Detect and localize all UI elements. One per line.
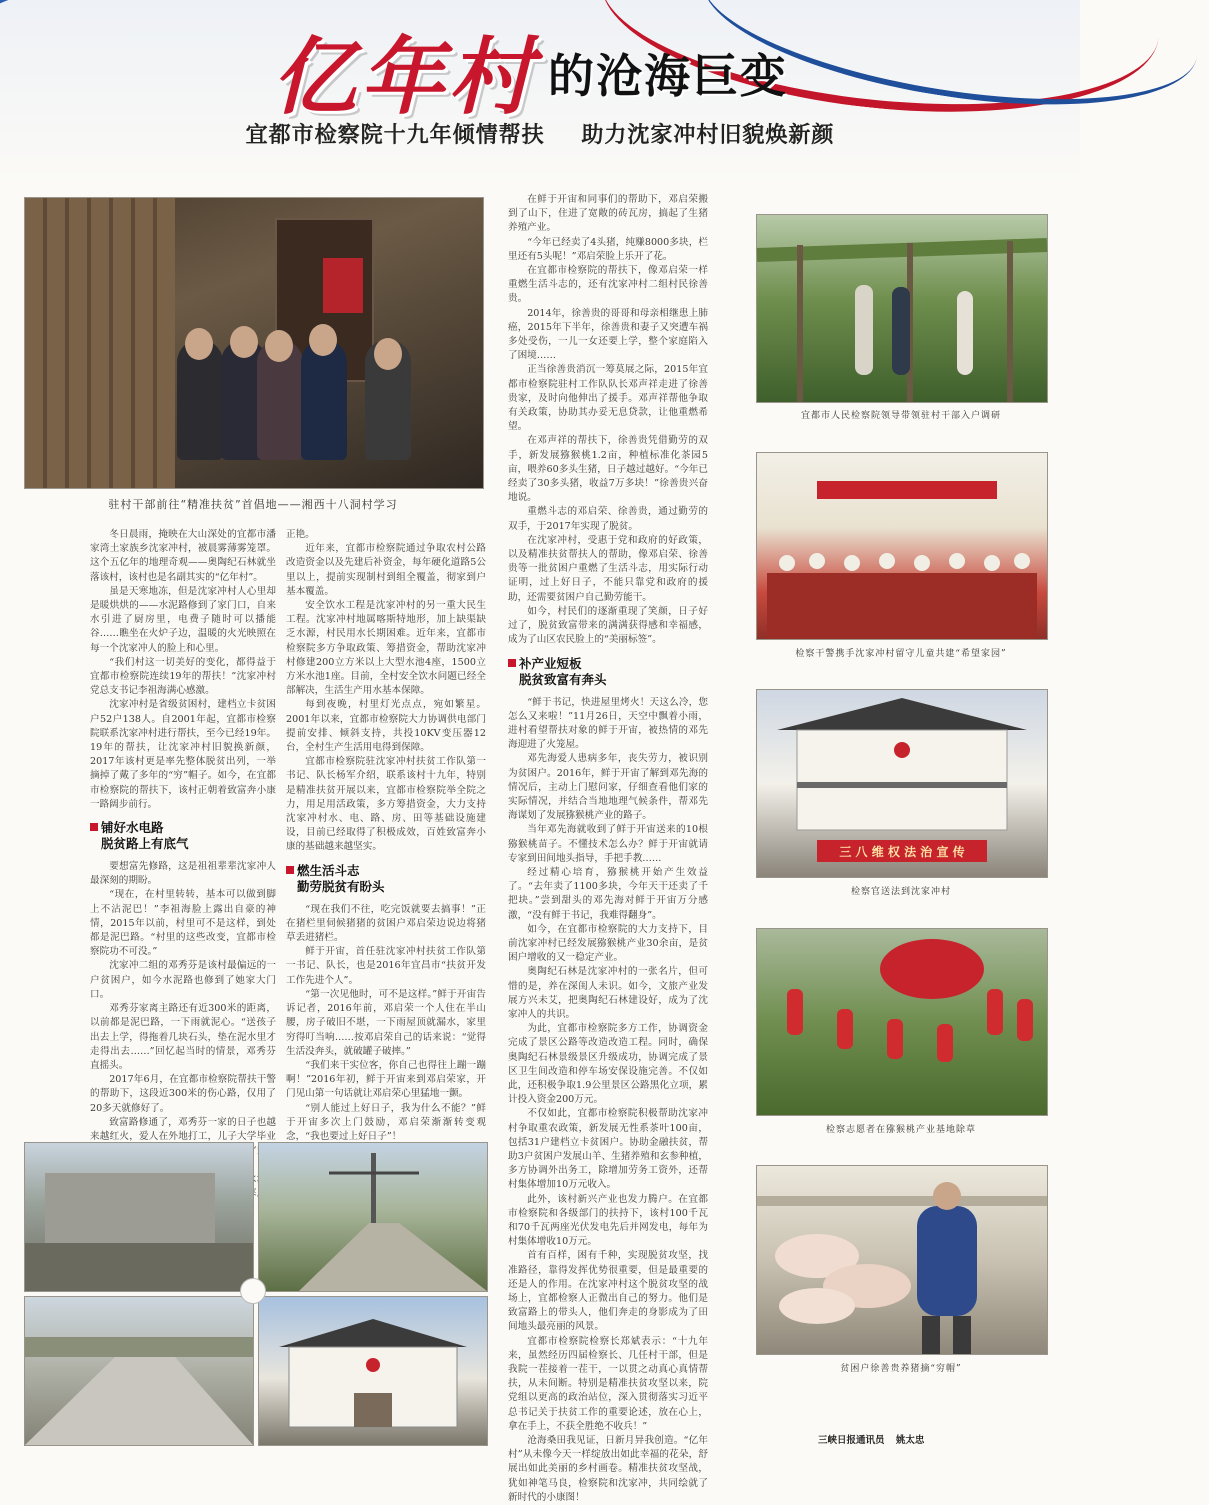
paragraph: 在邓声祥的帮扶下，徐善贵凭借勤劳的双手，新发展猕猴桃1.2亩，种植标准化茶园5亩，喂养60多头生猪，日子越过越好。“今年已经卖了30多头猪，收益7万多块！”徐善贵兴奋地说。 <box>508 435 708 504</box>
paragraph: 当年邓先海就收到了鲜于开宙送来的10根猕猴桃苗子。不懂技术怎么办？鲜于开宙就请专家到田间地头指导，手把手教…… <box>508 824 708 864</box>
main-photo <box>24 197 484 489</box>
photo-caption: 检察官送法到沈家冲村 <box>850 887 951 897</box>
paragraph: 沧海桑田我见证，日新月异我创造。“亿年村”从未像今天一样绽放出如此幸福的花朵，舒展出如此美丽的乡村画卷。精准扶贫攻坚战，犹如神笔马良，检察院和沈家冲，共同绘就了新时代的小康图！ <box>508 1435 708 1503</box>
subheadline-part-b: 助力沈家冲村旧貌焕新颜 <box>581 122 835 148</box>
headline-text: 的沧海巨变 <box>548 49 788 103</box>
subheadline <box>0 118 1080 149</box>
paragraph: “别人能过上好日子，我为什么不能？”鲜于开宙多次上门鼓励，邓启荣渐渐转变观念，“我也要过上好日子”！ <box>286 1102 486 1142</box>
paragraph: 虽是天寒地冻，但是沈家冲村人心里却是暖烘烘的——水泥路修到了家门口，自来水引进了厨房里，电费子随时可以播能谷……瞧坐在火炉子边，温暖的火光映照在每一个沈家冲人的脸上和心里。 <box>90 585 276 654</box>
section-heading-line-2: 脱贫致富有奔头 <box>519 671 607 687</box>
section-heading-line-2: 勤劳脱贫有盼头 <box>297 878 385 894</box>
article-column-3 <box>508 193 708 1503</box>
photo-water-tank <box>24 1142 254 1292</box>
paragraph: 近年来，宜都市检察院通过争取农村公路改造资金以及先建后补资金，每年硬化道路5公里以上，提前实现制村到组全覆盖，彻家到户基本覆盖。 <box>286 543 486 597</box>
paragraph: 致富路修通了，邓秀芬一家的日子也越来越红火，爱人在外地打工，儿子大学毕业 <box>90 1116 276 1142</box>
photo-pig-farming <box>756 1165 1048 1355</box>
paragraph: “现在我们不往，吃完饭就要去搞事！”正在猪栏里伺候猪猪的贫困户邓启荣边说边将猪草丢进猪栏。 <box>286 903 486 944</box>
paragraph: 首有百样，困有千种，实现脱贫攻坚，找准路径，靠得发挥优势很重要，但是最重要的还是人的作用。在沈家冲村这个脱贫攻坚的战场上，宜都检察人正微出自己的努力。他们是致富路上的带头人，他们奔走的身影成为了田间地头最亮丽的风景。 <box>508 1250 708 1333</box>
paragraph: 宜都市检察院驻沈家冲村扶贫工作队第一书记、队长杨军介绍，联系该村十九年，特别是精准扶贫开展以来，宜都市检察院举全院之力，用足用活政策，多方筹措资金，大力支持沈家冲村水、电、路、房、田等基础设施建设，目前已经取得了积极成效，百姓致富奔小康的基础越来越坚实。 <box>286 756 486 853</box>
byline <box>818 1432 932 1446</box>
paragraph: 邓秀芬家离主路还有近300米的距离，以前都是泥巴路，一下雨就泥心。“送孩子出去上学，得拖着几块石头，垫在泥水里才走得出去……”回忆起当时的情景，邓秀芬直摇头。 <box>90 1003 276 1071</box>
headline-calligraphy: 亿年村 <box>272 27 537 126</box>
photo-caption: 检察志愿者在猕猴桃产业基地除草 <box>825 1125 976 1135</box>
paragraph: 在宜都市检察院的帮扶下，像邓启荣一样重燃生活斗志的，还有沈家冲村二组村民徐善贵。 <box>508 265 708 305</box>
paragraph: 为此，宜都市检察院多方工作，协调资金完成了景区公路等改造改造工程。同时，确保奥陶纪石林景级景区升级成功，协调完成了景区卫生间改造和停车场安保设施完善。不仅如此，还积极争取1.9公里景区公路黑化立项，累计投入资金200万元。 <box>508 1023 708 1106</box>
paragraph: 此外，该村新兴产业也发力腾户。在宜都市检察院和各级部门的扶持下，该村100千瓦和70千瓦两座光伏发电先后并网发电，每年为村集体增收10万元。 <box>508 1193 708 1248</box>
paragraph: 如今，村民们的逐渐重现了笑颜，日子好过了，脱贫致富带来的满满获得感和幸福感，成为了山区农民脸上的“美丽标签”。 <box>508 605 708 646</box>
masthead <box>0 0 1080 185</box>
section-heading-2 <box>286 863 486 895</box>
article-column-1 <box>90 528 276 1142</box>
paragraph: 奥陶纪石林是沈家冲村的一张名片，但可惜的是，养在深闺人未识。如今，文旅产业发展方兴未艾，把奥陶纪石林建设好，成为了沈家冲人的共识。 <box>508 966 708 1020</box>
photo-legal-outreach <box>756 689 1048 878</box>
photo-field-visit <box>756 214 1048 403</box>
paragraph: 沈家冲二组的邓秀芬是该村最偏远的一户贫困户，如今水泥路也修到了她家大门口。 <box>90 960 276 1000</box>
paragraph: 宜都市检察院检察长郑斌表示：“十九年来，虽然经历四届检察长、几任村干部，但是我院一茬接着一茬干，一以贯之动真心真情帮扶，从未间断。特别是精准扶贫攻坚以来，院党组以更高的政治站位，深入贯彻落实习近平总书记关于扶贫工作的重要论述，放在心上，拿在手上，不获全胜绝不收兵！” <box>508 1335 708 1432</box>
paragraph: 在沈家冲村，受惠于党和政府的好政策，以及精准扶贫帮扶人的帮助，像邓启荣、徐善贵等一批贫困户重燃了生活斗志，用实际行动证明，过上好日子，不能只靠党和政府的援助，还需要贫困户自己勤劳能干。 <box>508 534 708 603</box>
byline-org: 三峡日报通讯员 <box>818 1435 885 1446</box>
paragraph: 2017年6月，在宜都市检察院帮扶干警的帮助下，这段近300米的伤心路，仅用了20多天就修好了。 <box>90 1074 276 1114</box>
photo-power-line <box>258 1142 488 1292</box>
paragraph: 重燃斗志的邓启荣、徐善贵，通过勤劳的双手，于2017年实现了脱贫。 <box>508 506 708 532</box>
paragraph: “我们村这一切美好的变化，都得益于宜都市检察院连续19年的帮扶！”沈家冲村党总支书记李祖海满心感激。 <box>90 656 276 697</box>
section-heading-line-1: 铺好水电路 <box>101 820 164 836</box>
section-heading-line-1: 补产业短板 <box>519 655 582 671</box>
paragraph: “第一次见他时，可不是这样。”鲜于开宙告诉记者，2016年前，邓启荣一个人住在半山腰，房子破旧不堪，一下雨屋顶就漏水，家里穷得叮当响……按邓启荣自己的话来说：“觉得生活没奔头，就破罐子破摔。” <box>286 988 486 1057</box>
paragraph: 要想富先修路，这是祖祖辈辈沈家冲人最深刻的期盼。 <box>90 861 276 887</box>
photo-new-road <box>24 1296 254 1446</box>
paragraph: “我们来干实位客，你自己也得往上蹦一蹦啊！”2016年初，鲜于开宙来到邓启荣家，开门见山第一句话就让邓启荣心里猛地一颤。 <box>286 1059 486 1100</box>
main-photo-caption: 驻村干部前往“精准扶贫”首倡地——湘西十八洞村学习 <box>108 498 398 511</box>
section-heading-line-2: 脱贫路上有底气 <box>101 836 189 852</box>
paragraph: 不仅如此，宜都市检察院积极帮助沈家冲村争取重农政策，新发展无性系茶叶100亩，包括31户建档立卡贫困户。协助金融扶贫，帮助3户贫困户发展山羊、生猪养殖和玄参种植，多方协调外出务工，除增加劳务工资外，还帮村集体增加10万元收入。 <box>508 1108 708 1191</box>
paragraph: 冬日晨雨，掩映在大山深处的宜都市潘家湾土家族乡沈家冲村，被晨雾薄雾笼罩。这个五亿年的地理奇观——奥陶纪石林就坐落该村，该村也是名副其实的“亿年村”。 <box>90 529 276 583</box>
paragraph: “鲜于书记，快进屋里烤火！天这么冷，您怎么又来啦！”11月26日，天空中飘着小雨，进村看望帮扶对象的鲜于开宙，被热情的邓先海迎进了火笼屋。 <box>508 696 708 751</box>
article-column-2 <box>286 528 486 1142</box>
paragraph: 正艳。 <box>286 529 315 540</box>
photo-caption: 宜都市人民检察院领导带领驻村干部入户调研 <box>800 411 1001 421</box>
paragraph: “今年已经卖了4头猪，纯赚8000多块，栏里还有5头呢！”邓启荣脸上乐开了花。 <box>508 236 708 262</box>
paragraph: 2014年，徐善贵的哥哥和母亲相继患上肺癌，2015年下半年，徐善贵和妻子又突遭车祸多处受伤，一儿一女还要上学，整个家庭陷入了困境…… <box>508 307 708 362</box>
paragraph: 鲜于开宙，首任驻沈家冲村扶贫工作队第一书记、队长，也是2016年宜昌市“扶贫开发工作先进个人”。 <box>286 946 486 986</box>
banner-text: 三 八 维 权 法 治 宣 传 <box>839 845 965 859</box>
paragraph: 经过精心培育，猕猴桃开始产生效益了。“去年卖了1100多块，今年天干还卖了千把块。”尝到甜头的邓先海对鲜于开宙万分感激，“没有鲜于书记，我难得翻身”。 <box>508 866 708 921</box>
section-heading-3 <box>508 656 708 688</box>
photo-caption: 贫困户徐善贵养猪摘“穷帽” <box>840 1364 962 1374</box>
paragraph: “现在，在村里转转，基本可以做到脚上不沾泥巴！”李祖海脸上露出自豪的神情，2015年以前，村里可不是这样，到处都是泥巴路。“村里的这些改变，宜都市检察院功不可没。” <box>90 889 276 958</box>
paragraph: 正当徐善贵消沉一筹莫展之际，2015年宜都市检察院驻村工作队队长邓声祥走进了徐善贵家，及时向他伸出了援手。邓声祥帮他争取有关政策，协助其办妥无息贷款，让他重燃希望。 <box>508 364 708 433</box>
paragraph: 沈家冲村是省级贫困村，建档立卡贫困户52户138人。自2001年起，宜都市检察院联系沈家冲村进行帮扶，至今已经19年。19年的帮扶，让沈家冲村旧貌换新颜，2017年该村更是率先整体脱贫出列，一举摘掉了戴了多年的“穷”帽子。如今，在宜都市检察院的帮扶下，该村正朝着致富奔小康一路阔步前行。 <box>90 699 276 810</box>
paragraph: 如今，在宜都市检察院的大力支持下，目前沈家冲村已经发展猕猴桃产业30余亩，是贫困户增收的又一稳定产业。 <box>508 923 708 964</box>
photo-children-event <box>756 452 1048 640</box>
paragraph: 在鲜于开宙和同事们的帮助下，邓启荣搬到了山下，住进了宽敞的砖瓦房，搞起了生猪养殖产业。 <box>508 194 708 234</box>
paragraph: 每到夜晚，村里灯光点点，宛如繁星。2001年以来，宜都市检察院大力协调供电部门提前安排、倾斜支持，共投10KV变压器12台，全村生产生活用电得到保障。 <box>286 699 486 754</box>
photo-volunteers <box>756 928 1048 1116</box>
paragraph: 安全饮水工程是沈家冲村的另一重大民生工程。沈家冲村地属喀斯特地形，加上缺渠缺乏水源，村民用水长期困难。近年来，宜都市检察院多方争取政策、筹措资金，帮助沈家冲村修建200立方米以上大型水池4座，1500立方米水池1座。目前，全村安全饮水问题已经全部解决，生活生产用水基本保障。 <box>286 600 486 697</box>
paragraph: 邓先海爱人患病多年，丧失劳力，被识别为贫困户。2016年，鲜于开宙了解到邓先海的情况后，主动上门慰问家，仔细查看他们家的实际情况，并结合当地地理气候条件，帮邓先海谋划了发展猕猴桃产业的路子。 <box>508 753 708 822</box>
byline-name: 姚太忠 <box>895 1435 925 1446</box>
section-heading-line-1: 燃生活斗志 <box>297 862 360 878</box>
photo-village-hall <box>258 1296 488 1446</box>
photo-caption: 检察干警携手沈家冲村留守儿童共建“希望家园” <box>795 649 1007 659</box>
photo-grid-ornament <box>240 1278 266 1304</box>
section-heading-1 <box>90 820 276 852</box>
subheadline-part-a: 宜都市检察院十九年倾情帮扶 <box>245 122 545 148</box>
